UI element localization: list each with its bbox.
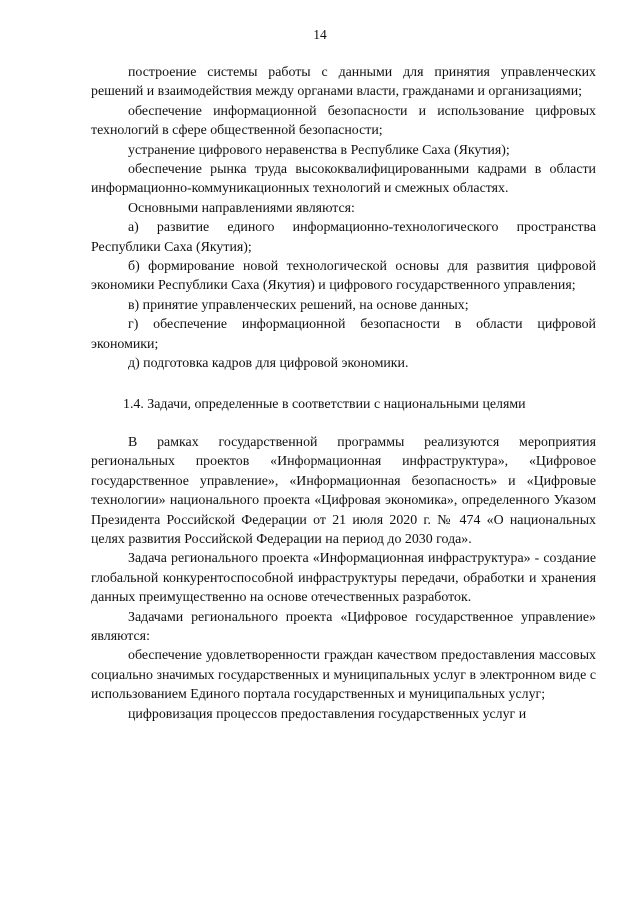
paragraph: В рамках государственной программы реализуются мероприятия региональных проектов «Информационная инфраструктура», «Цифровое государственное управление», «Информационная безопасность» и «Цифровые технологии» национального проекта «Цифровая экономика», определенного Указом Президента Российской Федерации от 21 июля 2020 г. № 474 «О национальных целях развития Российской Федерации на период до 2030 года». <box>91 434 596 547</box>
paragraph: устранение цифрового неравенства в Республике Саха (Якутия); <box>128 142 510 158</box>
paragraph: в) принятие управленческих решений, на основе данных; <box>128 297 469 313</box>
section-heading: 1.4. Задачи, определенные в соответствии с национальными целями <box>123 396 526 412</box>
paragraph: а) развитие единого информационно-технологического пространства Республики Саха (Якутия); <box>91 220 596 255</box>
paragraph: обеспечение информационной безопасности и использование цифровых технологий в сфере общественной безопасности; <box>91 103 596 139</box>
paragraph: Основными направлениями являются: <box>128 200 355 216</box>
paragraph: б) формирование новой технологической основы для развития цифровой экономики Республики Саха (Якутия) и цифрового государственного управления; <box>91 259 596 294</box>
paragraph: цифровизация процессов предоставления государственных услуг и <box>128 706 527 722</box>
paragraph: обеспечение удовлетворенности граждан качеством предоставления массовых социально значимых государственных и муниципальных услуг в электронном виде с использованием Единого портала государственных и муниципальных услуг; <box>91 648 596 703</box>
paragraph: г) обеспечение информационной безопасности в области цифровой экономики; <box>91 317 596 352</box>
page-number: 14 <box>313 27 327 42</box>
paragraph: Задача регионального проекта «Информационная инфраструктура» - создание глобальной конкурентоспособной инфраструктуры передачи, обработки и хранения данных преимущественно на основе отечественных разработок. <box>91 551 596 606</box>
paragraph: д) подготовка кадров для цифровой экономики. <box>128 356 409 372</box>
document-body <box>91 63 596 724</box>
paragraph: Задачами регионального проекта «Цифровое государственное управление» являются: <box>91 609 596 644</box>
paragraph: обеспечение рынка труда высококвалифицированными кадрами в области информационно-коммуникационных технологий и смежных областях. <box>91 162 596 197</box>
paragraph: построение системы работы с данными для принятия управленческих решений и взаимодействия между органами власти, гражданами и организациями; <box>91 65 596 100</box>
